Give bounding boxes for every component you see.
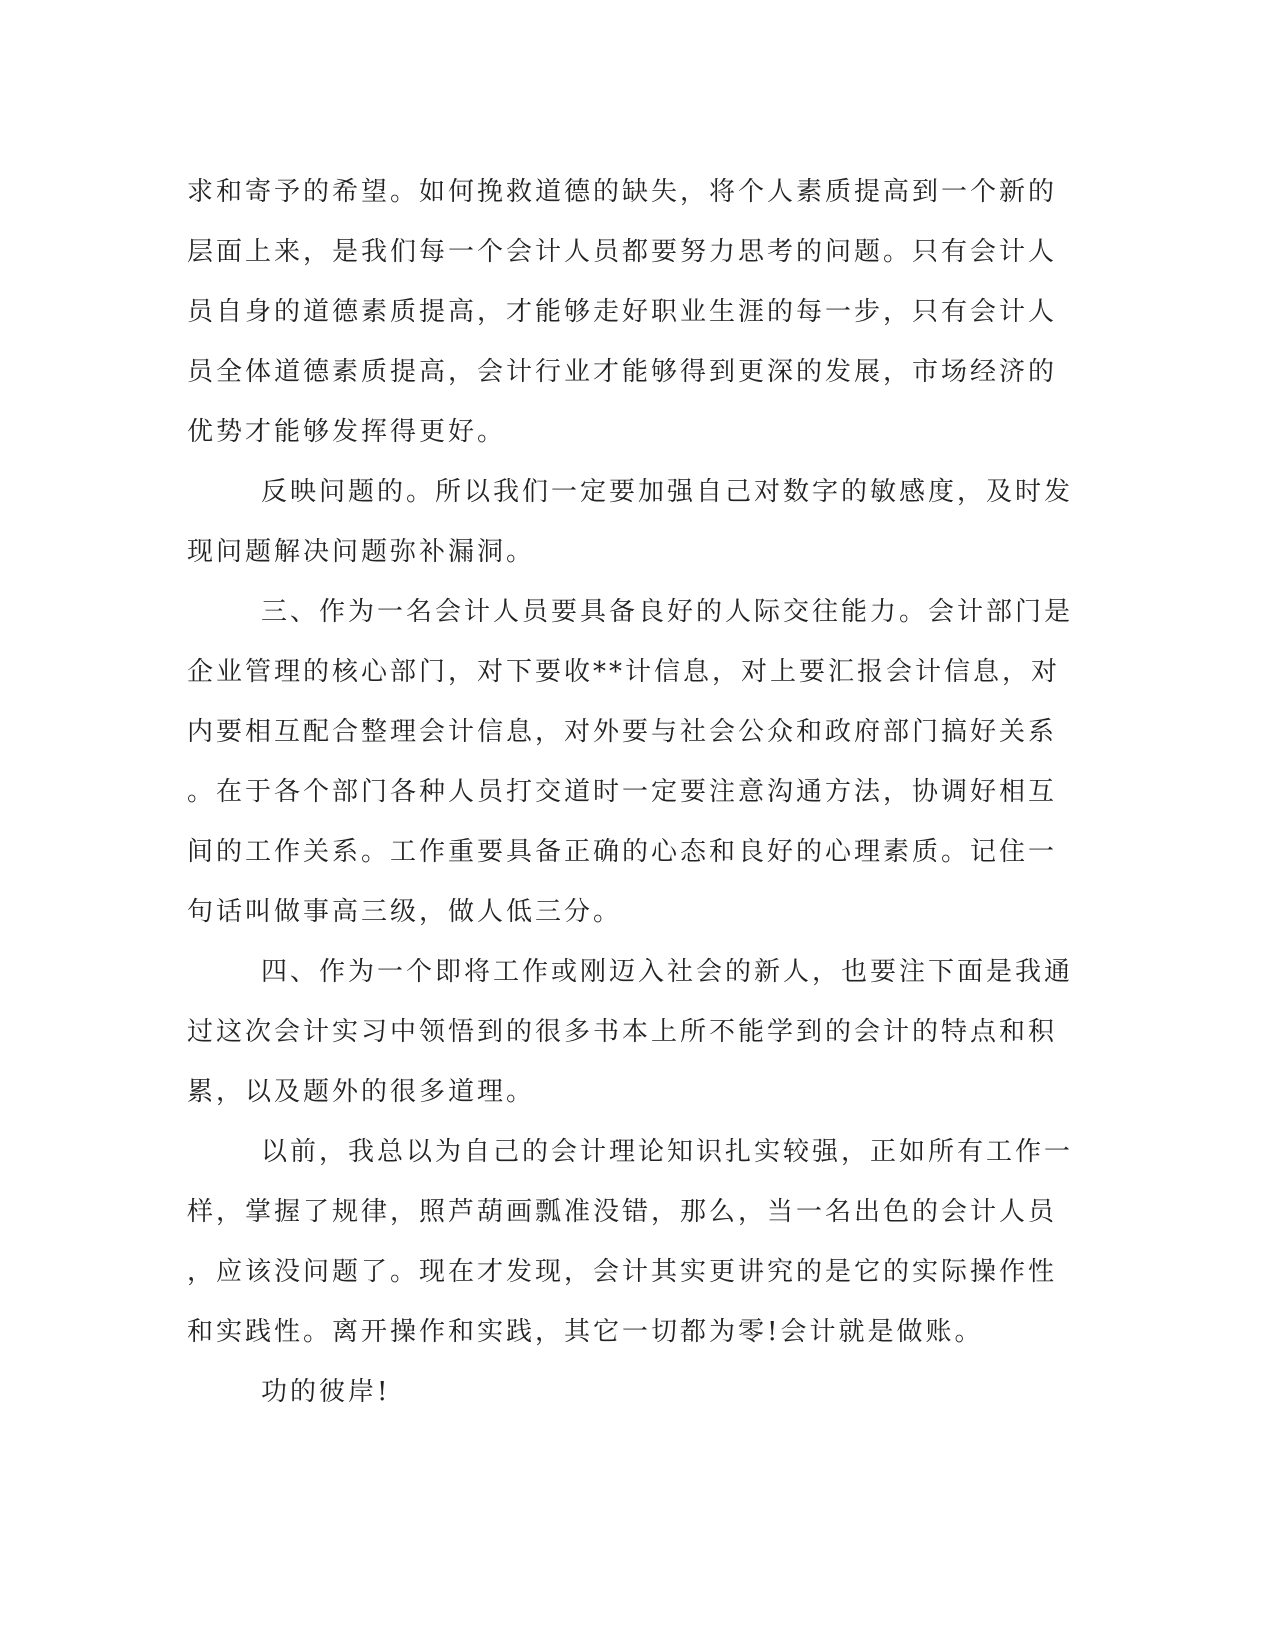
text-line: 累，以及题外的很多道理。 — [187, 1077, 536, 1107]
text-line: 员自身的道德素质提高，才能够走好职业生涯的每一步，只有会计人 — [187, 297, 1058, 327]
text-line: 企业管理的核心部门，对下要收**计信息，对上要汇报会计信息，对 — [187, 657, 1061, 687]
text-line: 间的工作关系。工作重要具备正确的心态和良好的心理素质。记住一 — [187, 837, 1058, 867]
paragraph-start-line: 三、作为一名会计人员要具备良好的人际交往能力。会计部门是 — [261, 597, 1074, 627]
document-body — [187, 162, 1074, 1422]
text-line: 层面上来，是我们每一个会计人员都要努力思考的问题。只有会计人 — [187, 237, 1058, 267]
text-line: 过这次会计实习中领悟到的很多书本上所不能学到的会计的特点和积 — [187, 1017, 1058, 1047]
text-line: 。在于各个部门各种人员打交道时一定要注意沟通方法，协调好相互 — [187, 777, 1058, 807]
text-line: 现问题解决问题弥补漏洞。 — [187, 537, 536, 567]
text-line: 内要相互配合整理会计信息，对外要与社会公众和政府部门搞好关系 — [187, 717, 1058, 747]
text-line: 员全体道德素质提高，会计行业才能够得到更深的发展，市场经济的 — [187, 357, 1058, 387]
paragraph-start-line: 功的彼岸! — [261, 1377, 391, 1407]
text-line: 求和寄予的希望。如何挽救道德的缺失，将个人素质提高到一个新的 — [187, 177, 1058, 207]
paragraph-start-line: 反映问题的。所以我们一定要加强自己对数字的敏感度，及时发 — [261, 477, 1074, 507]
text-line: 优势才能够发挥得更好。 — [187, 417, 507, 447]
paragraph-start-line: 四、作为一个即将工作或刚迈入社会的新人，也要注下面是我通 — [261, 957, 1074, 987]
text-line: 句话叫做事高三级，做人低三分。 — [187, 897, 623, 927]
text-line: 样，掌握了规律，照芦葫画瓢准没错，那么，当一名出色的会计人员 — [187, 1197, 1058, 1227]
text-line: ，应该没问题了。现在才发现，会计其实更讲究的是它的实际操作性 — [187, 1257, 1058, 1287]
paragraph-start-line: 以前，我总以为自己的会计理论知识扎实较强，正如所有工作一 — [261, 1137, 1074, 1167]
text-line: 和实践性。离开操作和实践，其它一切都为零!会计就是做账。 — [187, 1317, 984, 1347]
